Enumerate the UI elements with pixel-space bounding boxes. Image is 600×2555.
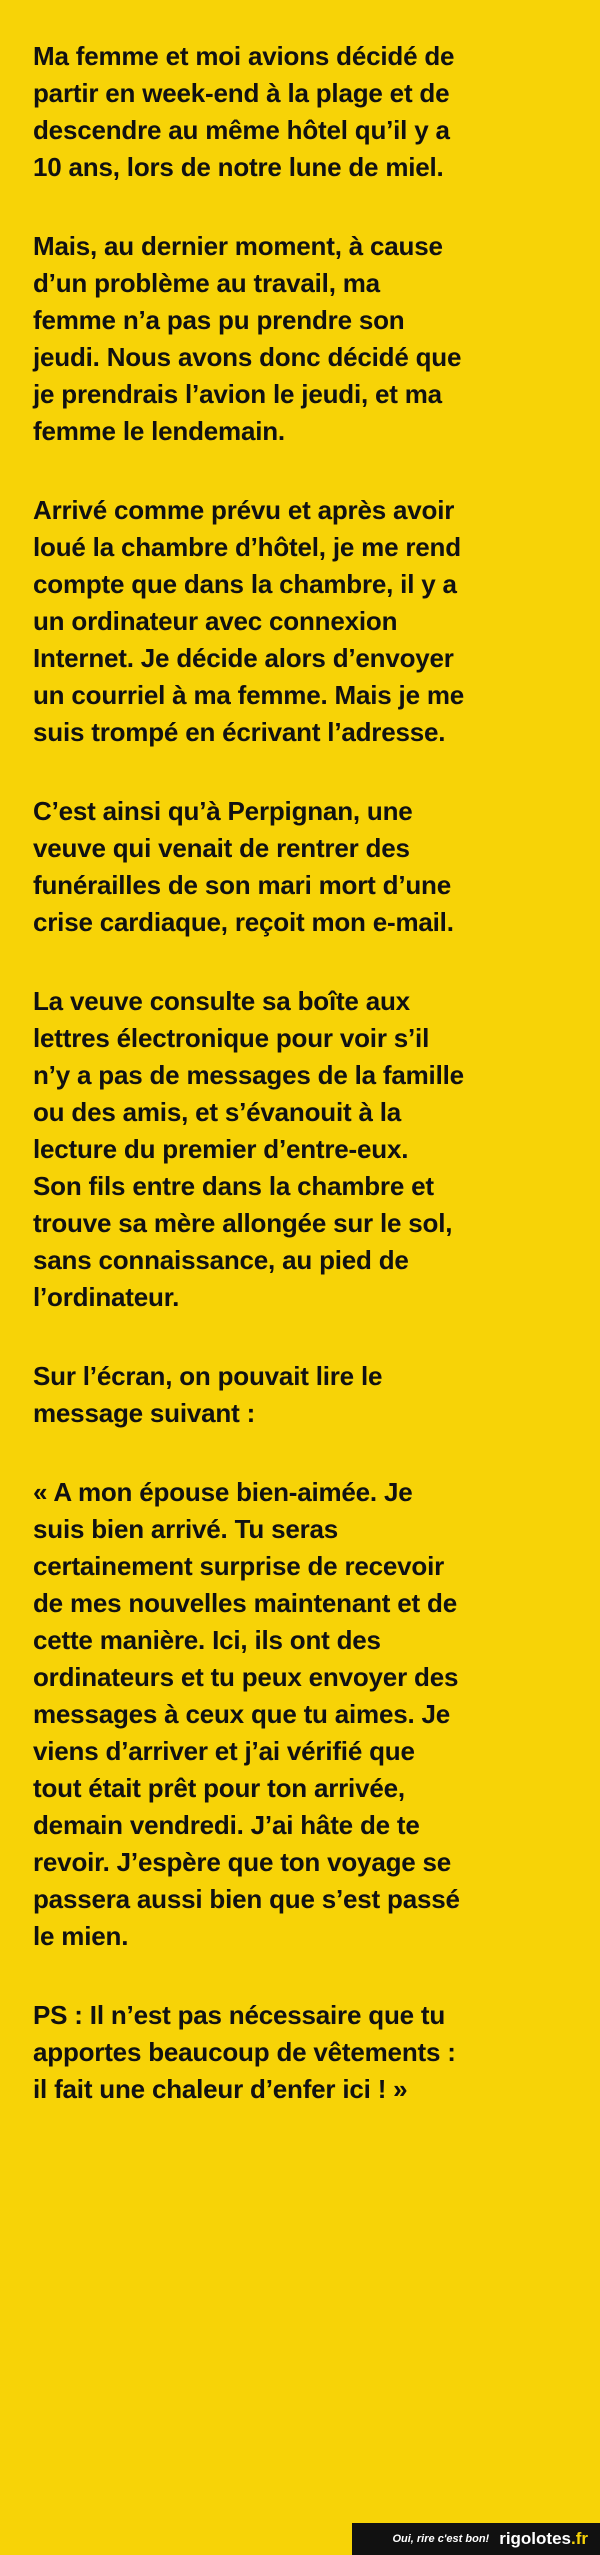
text-line: lecture du premier d’entre-eux. (33, 1134, 409, 1164)
text-line: suis trompé en écrivant l’adresse. (33, 717, 446, 747)
text-line: La veuve consulte sa boîte aux (33, 986, 410, 1016)
text-line: n’y a pas de messages de la famille (33, 1060, 464, 1090)
text-line: viens d’arriver et j’ai vérifié que (33, 1736, 415, 1766)
paragraph-7 (33, 1474, 573, 1955)
text-line: Arrivé comme prévu et après avoir (33, 495, 455, 525)
brand-name: rigolotes (499, 2529, 571, 2548)
paragraph-4 (33, 793, 573, 941)
text-line: funérailles de son mari mort d’une (33, 870, 451, 900)
text-line: femme le lendemain. (33, 416, 285, 446)
text-line: suis bien arrivé. Tu seras (33, 1514, 339, 1544)
paragraph-1 (33, 38, 573, 186)
text-line: Internet. Je décide alors d’envoyer (33, 643, 454, 673)
text-line: femme n’a pas pu prendre son (33, 305, 405, 335)
text-line: Son fils entre dans la chambre et (33, 1171, 434, 1201)
text-line: messages à ceux que tu aimes. Je (33, 1699, 451, 1729)
text-line: trouve sa mère allongée sur le sol, (33, 1208, 453, 1238)
text-line: descendre au même hôtel qu’il y a (33, 115, 450, 145)
text-line: Sur l’écran, on pouvait lire le (33, 1361, 383, 1391)
paragraph-2 (33, 228, 573, 450)
footer-bar (352, 2523, 600, 2555)
paragraph-5 (33, 983, 573, 1316)
text-line: demain vendredi. J’ai hâte de te (33, 1810, 420, 1840)
footer-tagline: Oui, rire c'est bon! (392, 2533, 490, 2545)
brand-tld: .fr (571, 2529, 588, 2548)
text-line: veuve qui venait de rentrer des (33, 833, 410, 863)
text-line: ordinateurs et tu peux envoyer des (33, 1662, 459, 1692)
text-line: un courriel à ma femme. Mais je me (33, 680, 465, 710)
text-line: « A mon épouse bien-aimée. Je (33, 1477, 413, 1507)
text-line: loué la chambre d’hôtel, je me rend (33, 532, 461, 562)
text-line: l’ordinateur. (33, 1282, 180, 1312)
paragraph-6 (33, 1358, 573, 1432)
text-line: crise cardiaque, reçoit mon e-mail. (33, 907, 454, 937)
paragraph-3 (33, 492, 573, 751)
text-line: Mais, au dernier moment, à cause (33, 231, 443, 261)
text-line: certainement surprise de recevoir (33, 1551, 445, 1581)
brand-logo[interactable] (499, 2529, 588, 2549)
text-line: jeudi. Nous avons donc décidé que (33, 342, 462, 372)
text-line: PS : Il n’est pas nécessaire que tu (33, 2000, 446, 2030)
paragraph-8 (33, 1997, 573, 2108)
text-line: ou des amis, et s’évanouit à la (33, 1097, 402, 1127)
text-line: compte que dans la chambre, il y a (33, 569, 457, 599)
text-line: un ordinateur avec connexion (33, 606, 398, 636)
text-line: C’est ainsi qu’à Perpignan, une (33, 796, 413, 826)
text-line: revoir. J’espère que ton voyage se (33, 1847, 452, 1877)
text-line: lettres électronique pour voir s’il (33, 1023, 430, 1053)
text-line: je prendrais l’avion le jeudi, et ma (33, 379, 442, 409)
text-line: cette manière. Ici, ils ont des (33, 1625, 381, 1655)
text-line: tout était prêt pour ton arrivée, (33, 1773, 405, 1803)
text-line: il fait une chaleur d’enfer ici ! » (33, 2074, 408, 2104)
story-text (33, 38, 573, 2150)
text-line: message suivant : (33, 1398, 256, 1428)
text-line: 10 ans, lors de notre lune de miel. (33, 152, 444, 182)
text-line: le mien. (33, 1921, 129, 1951)
text-line: sans connaissance, au pied de (33, 1245, 409, 1275)
text-line: d’un problème au travail, ma (33, 268, 380, 298)
text-line: partir en week-end à la plage et de (33, 78, 450, 108)
text-line: Ma femme et moi avions décidé de (33, 41, 455, 71)
text-line: de mes nouvelles maintenant et de (33, 1588, 457, 1618)
text-line: apportes beaucoup de vêtements : (33, 2037, 456, 2067)
text-line: passera aussi bien que s’est passé (33, 1884, 460, 1914)
